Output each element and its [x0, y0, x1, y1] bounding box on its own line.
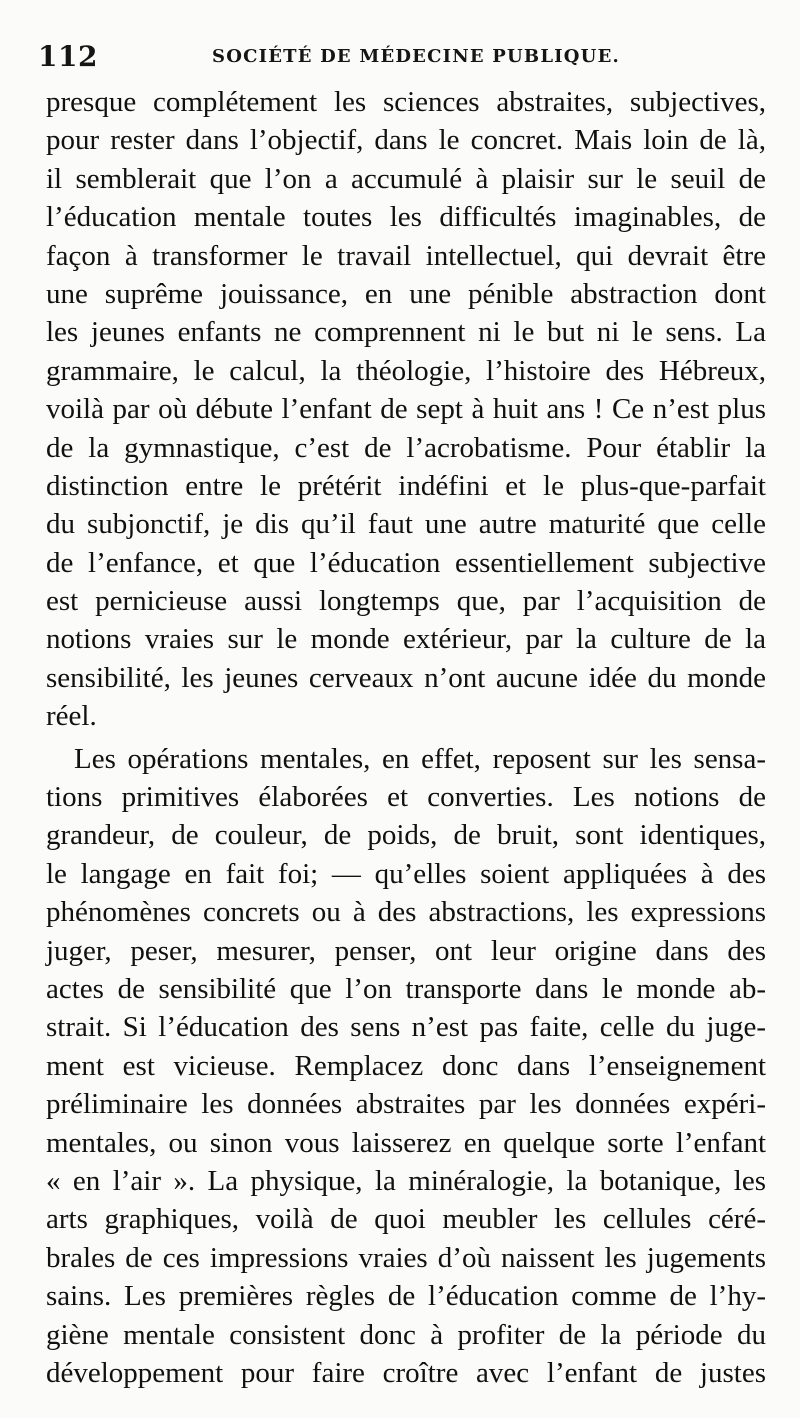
text-line: sensibilité, les jeunes cerveaux n’ont aucune idée du monde [46, 661, 766, 694]
text-line: réel. [46, 700, 97, 733]
text-line: une suprême jouissance, en une pénible abstraction dont [46, 277, 766, 310]
text-line: actes de sensibilité que l’on transporte dans le monde ab- [46, 972, 766, 1005]
text-line: « en l’air ». La physique, la minéralogie, la botanique, les [46, 1164, 766, 1197]
text-line: de l’enfance, et que l’éducation essentiellement subjective [46, 546, 766, 579]
text-line: presque complétement les sciences abstraites, subjectives, [46, 86, 766, 118]
running-title: SOCIÉTÉ DE MÉDECINE PUBLIQUE. [212, 46, 620, 67]
paragraph-2 [46, 740, 766, 1393]
text-line: Les opérations mentales, en effet, reposent sur les sensa- [74, 742, 766, 775]
text-line: grandeur, de couleur, de poids, de bruit, sont identiques, [46, 819, 766, 852]
paragraph-1 [46, 83, 766, 736]
text-line: l’éducation mentale toutes les difficultés imaginables, de [46, 201, 766, 234]
page-number: 112 [38, 40, 98, 73]
text-line: phénomènes concrets ou à des abstractions, les expressions [46, 896, 766, 929]
text-line: giène mentale consistent donc à profiter de la période du [46, 1318, 766, 1351]
text-line: il semblerait que l’on a accumulé à plaisir sur le seuil de [46, 162, 766, 195]
text-line: distinction entre le prétérit indéfini et le plus-que-parfait [46, 469, 766, 502]
text-line: développement pour faire croître avec l’enfant de justes [46, 1356, 766, 1389]
text-line: arts graphiques, voilà de quoi meubler les cellules céré- [46, 1203, 766, 1236]
text-line: voilà par où débute l’enfant de sept à huit ans ! Ce n’est plus [46, 393, 766, 426]
text-line: est pernicieuse aussi longtemps que, par l’acquisition de [46, 585, 766, 618]
text-line: ment est vicieuse. Remplacez donc dans l’enseignement [46, 1049, 766, 1082]
text-line: notions vraies sur le monde extérieur, par la culture de la [46, 623, 766, 656]
text-line: juger, peser, mesurer, penser, ont leur origine dans des [46, 934, 766, 967]
text-line: tions primitives élaborées et converties. Les notions de [46, 781, 766, 814]
text-line: strait. Si l’éducation des sens n’est pas faite, celle du juge- [46, 1011, 766, 1044]
text-line: du subjonctif, je dis qu’il faut une autre maturité que celle [46, 508, 766, 541]
body-text [46, 83, 766, 1392]
text-line: brales de ces impressions vraies d’où naissent les jugements [46, 1241, 766, 1274]
text-line: de la gymnastique, c’est de l’acrobatisme. Pour établir la [46, 431, 766, 464]
text-line: grammaire, le calcul, la théologie, l’histoire des Hébreux, [46, 354, 766, 387]
text-line: le langage en fait foi; — qu’elles soient appliquées à des [46, 857, 766, 890]
text-line: sains. Les premières règles de l’éducation comme de l’hy- [46, 1280, 766, 1313]
running-header [36, 38, 766, 82]
text-line: les jeunes enfants ne comprennent ni le but ni le sens. La [46, 316, 766, 349]
text-line: mentales, ou sinon vous laisserez en quelque sorte l’enfant [46, 1126, 766, 1159]
text-line: pour rester dans l’objectif, dans le concret. Mais loin de là, [46, 124, 766, 157]
text-line: façon à transformer le travail intellectuel, qui devrait être [46, 239, 766, 272]
text-line: préliminaire les données abstraites par les données expéri- [46, 1088, 766, 1121]
